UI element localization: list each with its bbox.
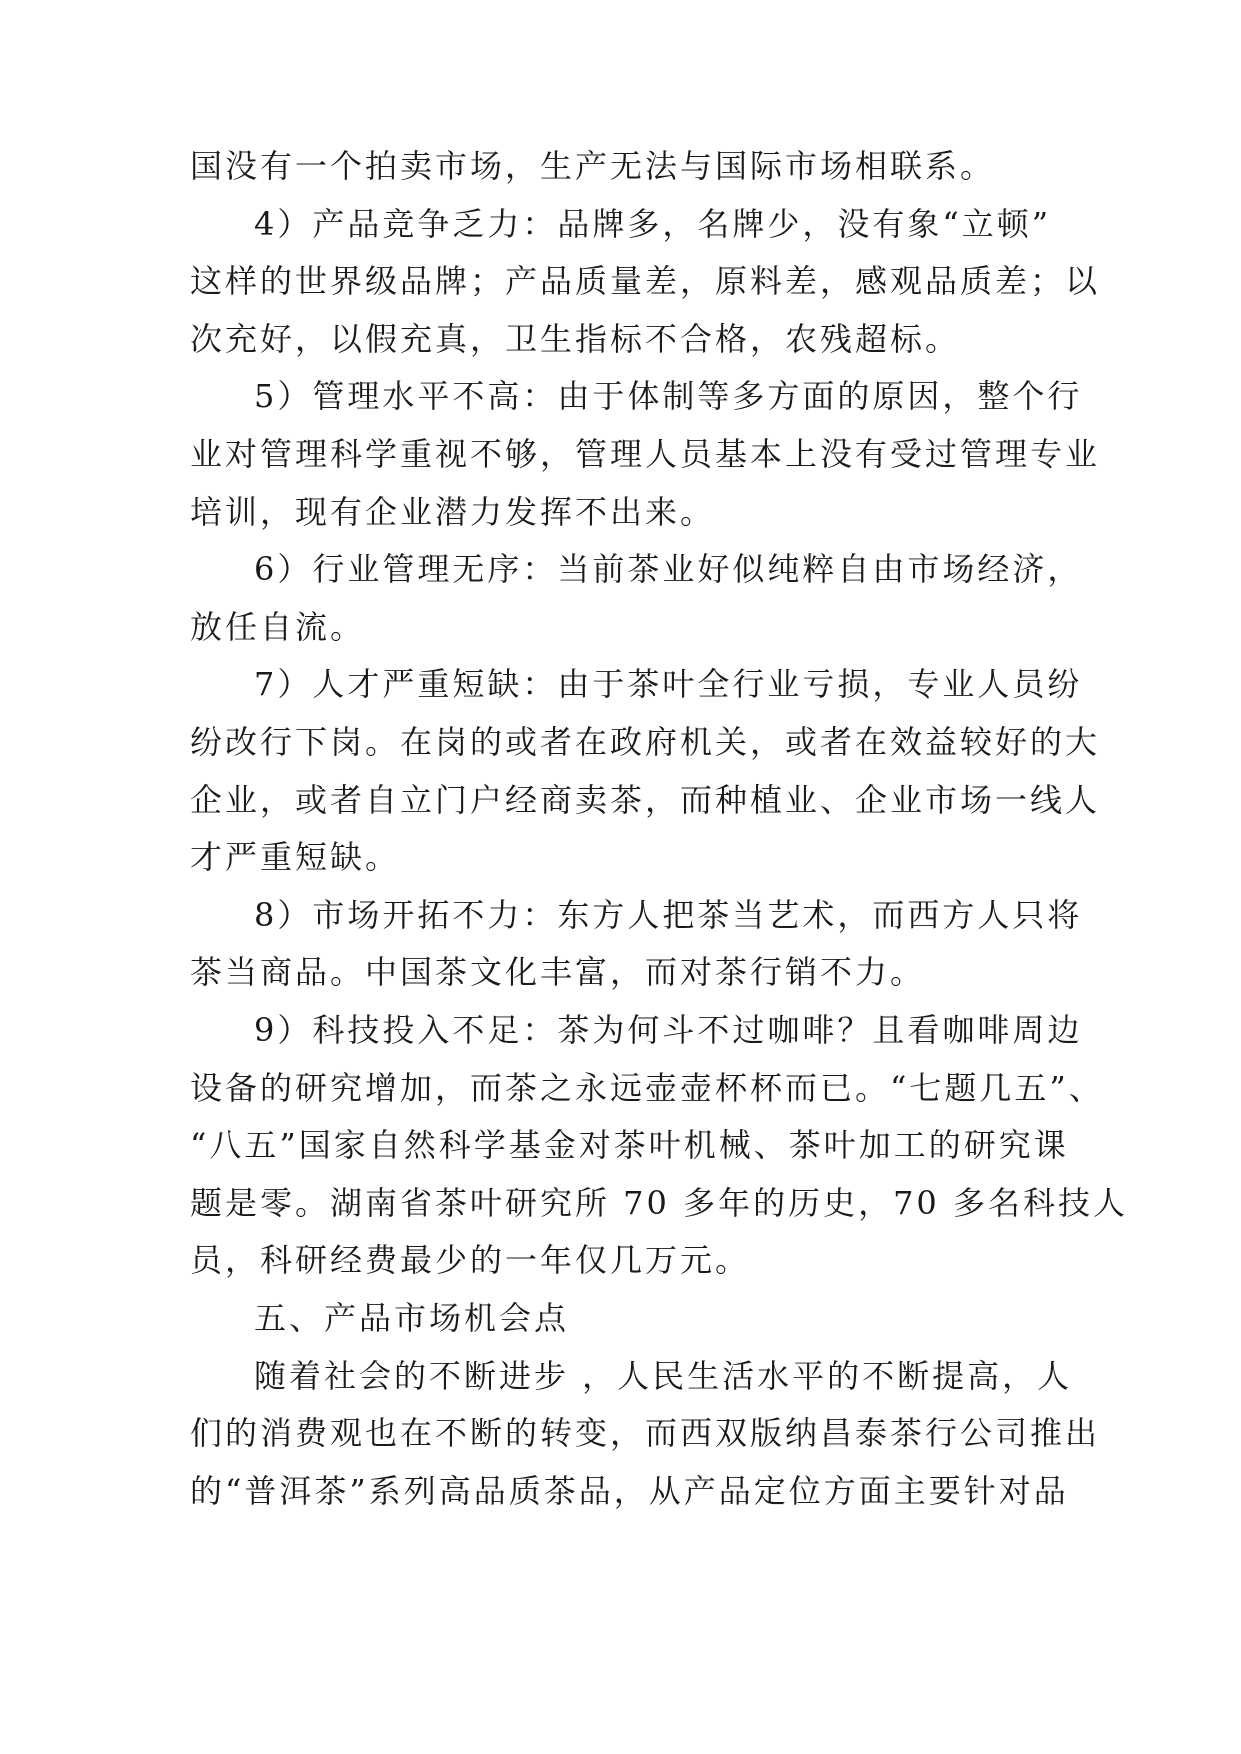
text-line: 放任自流。 <box>190 607 366 646</box>
text-line: 纷改行下岗。在岗的或者在政府机关，或者在效益较好的大 <box>190 723 1101 761</box>
text-line: 题是零。湖南省茶叶研究所 70 多年的历史，70 多名科技人 <box>190 1183 1128 1222</box>
text-line: 们的消费观也在不断的转变，而西双版纳昌泰茶行公司推出 <box>190 1414 1101 1453</box>
text-line: 茶当商品。中国茶文化丰富，而对茶行销不力。 <box>190 953 926 992</box>
paragraph-first-line: 8）市场开拓不力：东方人把茶当艺术，而西方人只将 <box>254 895 1083 934</box>
text-line: 国没有一个拍卖市场，生产无法与国际市场相联系。 <box>190 147 996 185</box>
text-line: 次充好，以假充真，卫生指标不合格，农残超标。 <box>190 319 961 358</box>
text-line: 员，科研经费最少的一年仅几万元。 <box>190 1241 751 1280</box>
text-line: “八五”国家自然科学基金对茶叶机械、茶叶加工的研究课 <box>190 1126 1069 1165</box>
text-line: 才严重短缺。 <box>190 838 401 877</box>
paragraph-first-line: 随着社会的不断进步 ，人民生活水平的不断提高，人 <box>254 1356 1073 1395</box>
paragraph-first-line: 7）人才严重短缺：由于茶叶全行业亏损，专业人员纷 <box>254 665 1083 704</box>
paragraph-first-line: 5）管理水平不高：由于体制等多方面的原因，整个行 <box>254 377 1083 416</box>
paragraph-first-line: 9）科技投入不足：茶为何斗不过咖啡？且看咖啡周边 <box>254 1011 1083 1049</box>
text-line: 培训，现有企业潜力发挥不出来。 <box>190 492 716 531</box>
text-line: 的“普洱茶”系列高品质茶品，从产品定位方面主要针对品 <box>190 1471 1069 1510</box>
paragraph-first-line: 6）行业管理无序：当前茶业好似纯粹自由市场经济， <box>254 550 1083 589</box>
paragraph-first-line: 4）产品竞争乏力：品牌多，名牌少，没有象“立顿” <box>254 204 1052 243</box>
paragraph-first-line: 五、产品市场机会点 <box>254 1299 570 1337</box>
text-line: 设备的研究增加，而茶之永远壶壶杯杯而已。“七题几五”、 <box>190 1068 1104 1107</box>
text-line: 企业，或者自立门户经商卖茶，而种植业、企业市场一线人 <box>190 780 1101 819</box>
text-line: 这样的世界级品牌；产品质量差，原料差，感观品质差；以 <box>190 262 1101 301</box>
text-line: 业对管理科学重视不够，管理人员基本上没有受过管理专业 <box>190 435 1101 473</box>
